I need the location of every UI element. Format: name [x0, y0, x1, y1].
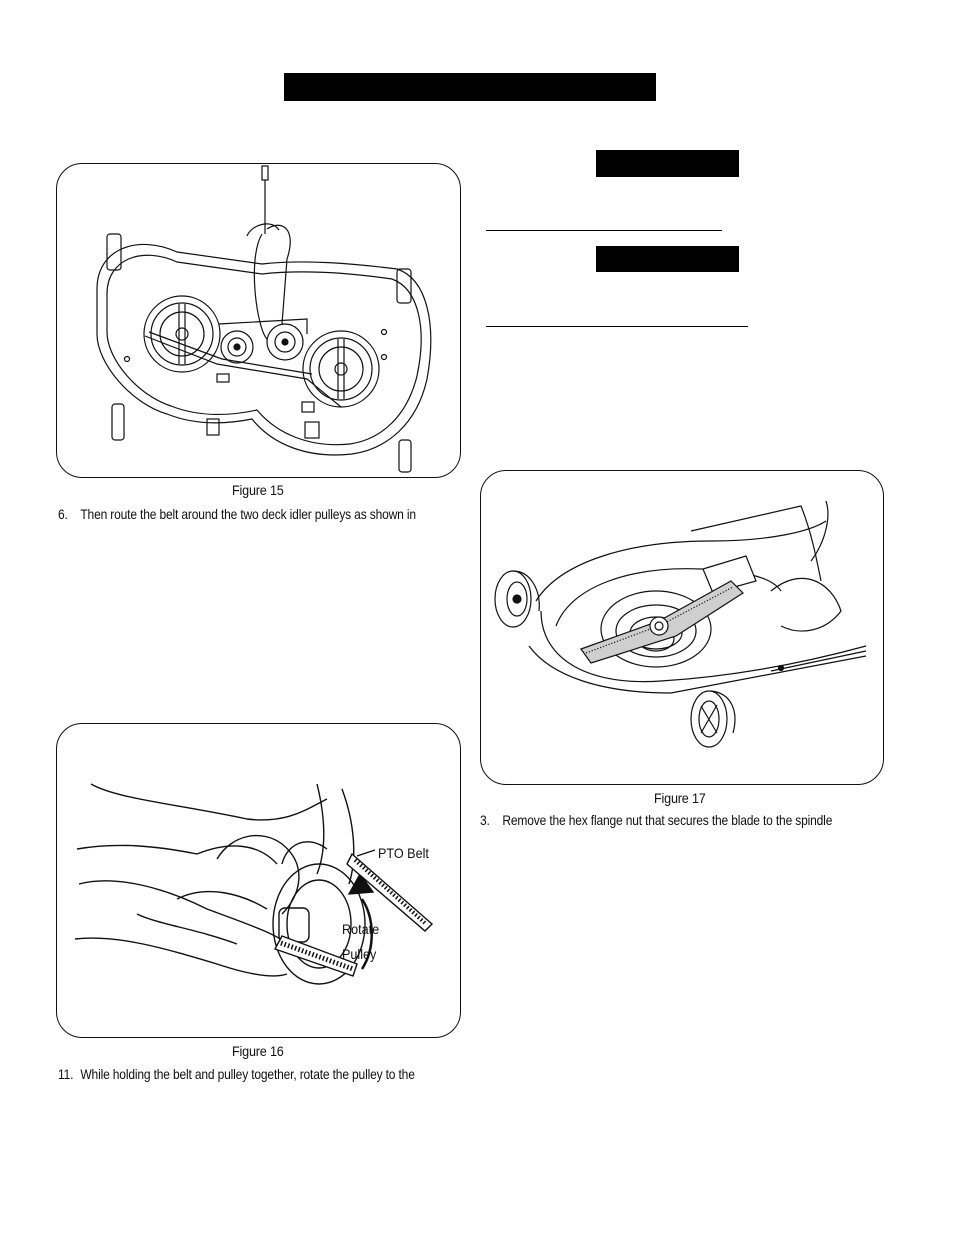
deck-underside-blade-illustration	[481, 471, 884, 785]
step-11-number: 11.	[58, 1066, 74, 1082]
step-11	[58, 1066, 415, 1082]
step-11-text: While holding the belt and pulley together, rotate the pulley to the	[80, 1066, 415, 1082]
figure-15-caption: Figure 15	[232, 482, 284, 498]
rotate-label: Rotate	[342, 921, 380, 937]
figure-17-caption: Figure 17	[654, 790, 706, 806]
step-3-number: 3.	[480, 812, 490, 828]
step-6-number: 6.	[58, 506, 68, 522]
step-3	[480, 812, 832, 828]
figure-16-frame	[56, 723, 461, 1038]
warning-heading-bar	[596, 150, 739, 177]
figure-16-caption: Figure 16	[232, 1043, 284, 1059]
hands-belt-pulley-illustration	[57, 724, 461, 1038]
warning-rule	[486, 230, 722, 231]
caution-rule	[486, 326, 748, 327]
section-title-bar	[284, 73, 656, 101]
figure-17-frame	[480, 470, 884, 785]
pulley-label: Pulley	[342, 946, 377, 962]
caution-heading-bar	[596, 246, 739, 272]
deck-top-view-illustration	[57, 164, 461, 478]
step-3-text: Remove the hex flange nut that secures the blade to the spindle	[502, 812, 833, 828]
pto-belt-label: PTO Belt	[378, 845, 429, 861]
step-6-text: Then route the belt around the two deck idler pulleys as shown in	[80, 506, 416, 522]
figure-15-frame	[56, 163, 461, 478]
step-6	[58, 506, 416, 522]
